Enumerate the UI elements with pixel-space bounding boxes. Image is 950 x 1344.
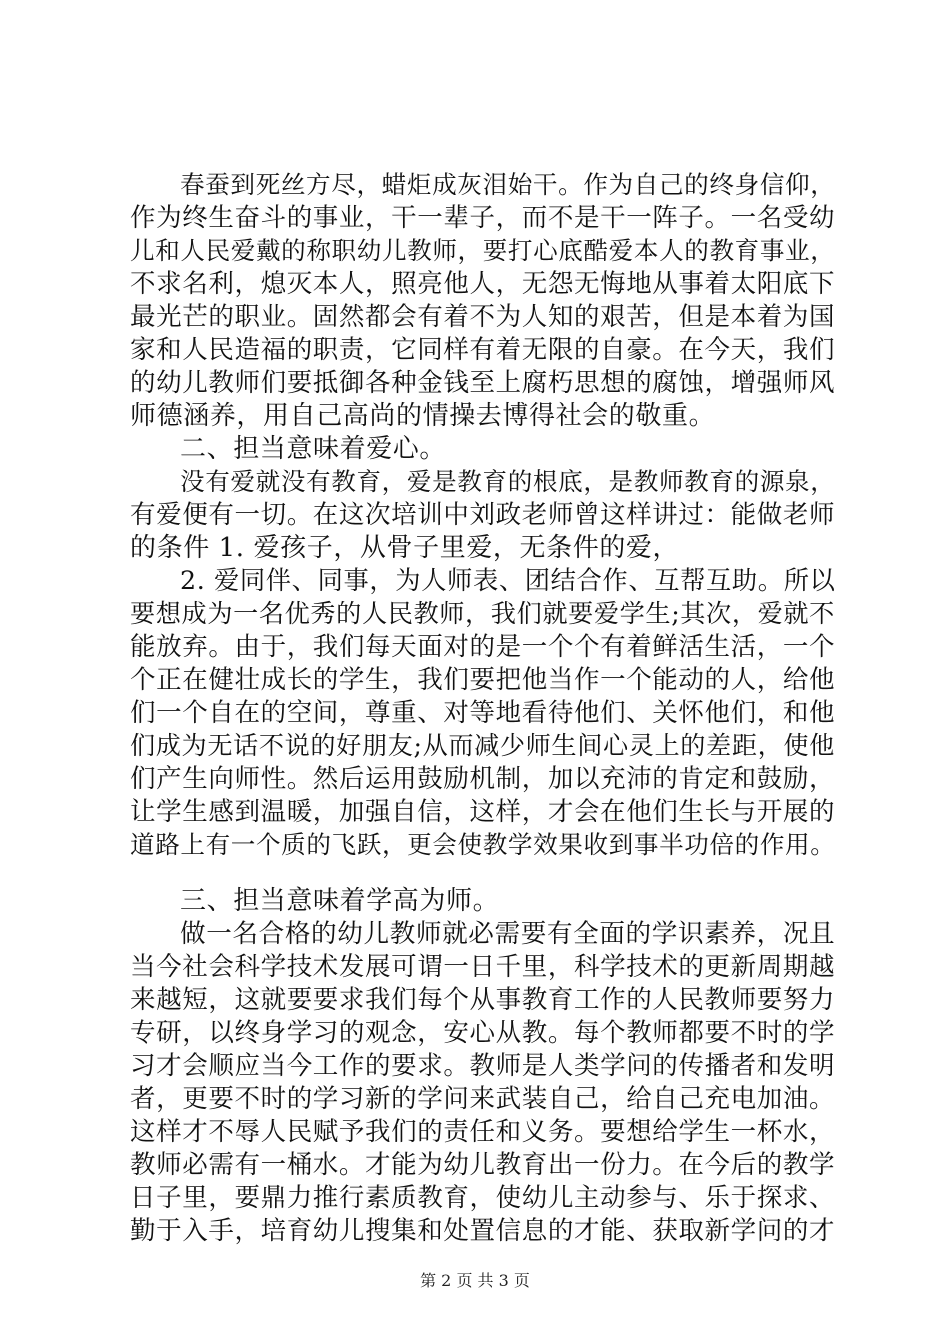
text-line: 们一个自在的空间，尊重、对等地看待他们、关怀他们，和他 (130, 698, 836, 728)
text-line: 让学生感到温暖，加强自信，这样，才会在他们生长与开展的 (130, 797, 836, 827)
text-line: 教师必需有一桶水。才能为幼儿教育出一份力。在今后的教学 (130, 1150, 836, 1180)
text-line: 2. 爱同伴、同事，为人师表、团结合作、互帮互助。所以 (180, 566, 836, 595)
text-line: 勤于入手，培育幼儿搜集和处置信息的才能、获取新学问的才 (130, 1216, 836, 1246)
text-line: 当今社会科学技术发展可谓一日千里，科学技术的更新周期越 (130, 952, 836, 982)
section-heading: 三、担当意味着学高为师。 (180, 886, 500, 916)
text-line: 最光芒的职业。固然都会有着不为人知的艰苦，但是本着为国 (130, 302, 836, 332)
text-line: 们产生向师性。然后运用鼓励机制，加以充沛的肯定和鼓励， (130, 764, 836, 794)
text-line: 的幼儿教师们要抵御各种金钱至上腐朽思想的腐蚀，增强师风 (130, 368, 836, 398)
text-line: 春蚕到死丝方尽，蜡炬成灰泪始干。作为自己的终身信仰， (180, 170, 836, 199)
text-line: 日子里，要鼎力推行素质教育，使幼儿主动参与、乐于探求、 (130, 1183, 836, 1213)
text-line: 们成为无话不说的好朋友;从而减少师生间心灵上的差距，使他 (130, 731, 835, 760)
text-line: 个正在健壮成长的学生，我们要把他当作一个能动的人，给他 (130, 665, 836, 695)
text-line: 有爱便有一切。在这次培训中刘政老师曾这样讲过：能做老师 (130, 500, 836, 530)
text-line: 家和人民造福的职责，它同样有着无限的自豪。在今天，我们 (130, 335, 836, 365)
text-line: 要想成为一名优秀的人民教师，我们就要爱学生;其次，爱就不 (130, 599, 835, 628)
text-line: 者，更要不时的学习新的学问来武装自己，给自己充电加油。 (130, 1084, 836, 1114)
text-line: 来越短，这就要要求我们每个从事教育工作的人民教师要努力 (130, 985, 836, 1015)
text-line: 专研，以终身学习的观念，安心从教。每个教师都要不时的学 (130, 1018, 836, 1048)
text-line: 做一名合格的幼儿教师就必需要有全面的学识素养，况且 (180, 919, 836, 949)
text-line: 道路上有一个质的飞跃，更会使教学效果收到事半功倍的作用。 (130, 830, 836, 859)
text-line: 师德涵养，用自己高尚的情操去博得社会的敬重。 (130, 401, 716, 431)
text-line: 儿和人民爱戴的称职幼儿教师，要打心底酷爱本人的教育事业， (130, 236, 836, 265)
section-heading: 二、担当意味着爱心。 (180, 434, 447, 464)
text-line: 这样才不辱人民赋予我们的责任和义务。要想给学生一杯水， (130, 1117, 836, 1147)
text-line: 不求名利，熄灭本人，照亮他人，无怨无悔地从事着太阳底下 (130, 269, 836, 299)
text-line: 没有爱就没有教育，爱是教育的根底，是教师教育的源泉， (180, 467, 836, 496)
text-line: 的条件 1. 爱孩子，从骨子里爱，无条件的爱， (130, 533, 680, 563)
text-line: 能放弃。由于，我们每天面对的是一个个有着鲜活生活，一个 (130, 632, 836, 662)
text-line: 习才会顺应当今工作的要求。教师是人类学问的传播者和发明 (130, 1051, 836, 1081)
page-footer: 第 2 页 共 3 页 (420, 1271, 530, 1290)
text-line: 作为终生奋斗的事业，干一辈子，而不是干一阵子。一名受幼 (130, 203, 836, 233)
